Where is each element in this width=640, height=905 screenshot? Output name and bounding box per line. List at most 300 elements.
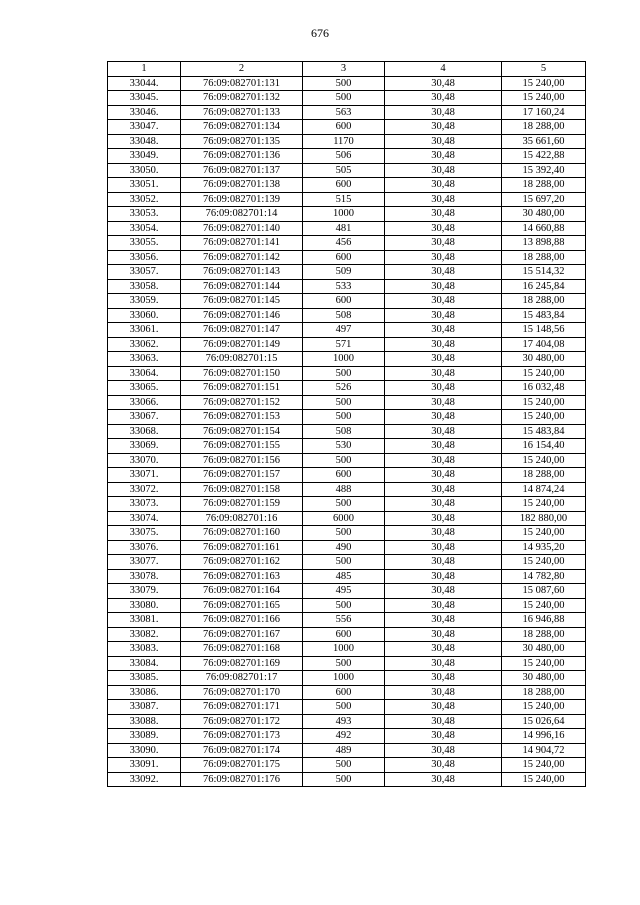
area-cell: 600 <box>303 250 385 265</box>
row-number-cell: 33062. <box>108 337 181 352</box>
rate-cell: 30,48 <box>385 439 502 454</box>
row-number-cell: 33058. <box>108 279 181 294</box>
amount-cell: 18 288,00 <box>502 178 586 193</box>
cadastral-number-cell: 76:09:082701:140 <box>181 221 303 236</box>
table-row <box>108 671 586 686</box>
cadastral-number-cell: 76:09:082701:14 <box>181 207 303 222</box>
amount-cell: 15 240,00 <box>502 366 586 381</box>
row-number-cell: 33049. <box>108 149 181 164</box>
row-number-cell: 33088. <box>108 714 181 729</box>
row-number-cell: 33089. <box>108 729 181 744</box>
cadastral-number-cell: 76:09:082701:144 <box>181 279 303 294</box>
row-number-cell: 33077. <box>108 555 181 570</box>
cadastral-number-cell: 76:09:082701:145 <box>181 294 303 309</box>
cadastral-number-cell: 76:09:082701:142 <box>181 250 303 265</box>
area-cell: 1000 <box>303 671 385 686</box>
amount-cell: 182 880,00 <box>502 511 586 526</box>
amount-cell: 18 288,00 <box>502 294 586 309</box>
table-row <box>108 613 586 628</box>
rate-cell: 30,48 <box>385 294 502 309</box>
area-cell: 485 <box>303 569 385 584</box>
amount-cell: 15 148,56 <box>502 323 586 338</box>
rate-cell: 30,48 <box>385 671 502 686</box>
area-cell: 533 <box>303 279 385 294</box>
rate-cell: 30,48 <box>385 598 502 613</box>
rate-cell: 30,48 <box>385 410 502 425</box>
rate-cell: 30,48 <box>385 207 502 222</box>
cadastral-number-cell: 76:09:082701:135 <box>181 134 303 149</box>
table-row <box>108 439 586 454</box>
amount-cell: 15 240,00 <box>502 598 586 613</box>
cadastral-number-cell: 76:09:082701:161 <box>181 540 303 555</box>
amount-cell: 15 483,84 <box>502 308 586 323</box>
row-number-cell: 33061. <box>108 323 181 338</box>
rate-cell: 30,48 <box>385 729 502 744</box>
row-number-cell: 33046. <box>108 105 181 120</box>
rate-cell: 30,48 <box>385 627 502 642</box>
row-number-cell: 33083. <box>108 642 181 657</box>
amount-cell: 15 087,60 <box>502 584 586 599</box>
table-row <box>108 323 586 338</box>
amount-cell: 30 480,00 <box>502 352 586 367</box>
area-cell: 500 <box>303 91 385 106</box>
area-cell: 500 <box>303 656 385 671</box>
rate-cell: 30,48 <box>385 265 502 280</box>
row-number-cell: 33073. <box>108 497 181 512</box>
rate-cell: 30,48 <box>385 569 502 584</box>
cadastral-number-cell: 76:09:082701:162 <box>181 555 303 570</box>
amount-cell: 18 288,00 <box>502 468 586 483</box>
amount-cell: 18 288,00 <box>502 120 586 135</box>
table-row <box>108 120 586 135</box>
cadastral-number-cell: 76:09:082701:154 <box>181 424 303 439</box>
amount-cell: 15 240,00 <box>502 91 586 106</box>
cadastral-number-cell: 76:09:082701:139 <box>181 192 303 207</box>
row-number-cell: 33090. <box>108 743 181 758</box>
area-cell: 563 <box>303 105 385 120</box>
table-row <box>108 729 586 744</box>
rate-cell: 30,48 <box>385 120 502 135</box>
rate-cell: 30,48 <box>385 743 502 758</box>
column-header-1: 1 <box>108 62 181 77</box>
rate-cell: 30,48 <box>385 511 502 526</box>
amount-cell: 15 240,00 <box>502 700 586 715</box>
row-number-cell: 33055. <box>108 236 181 251</box>
area-cell: 500 <box>303 366 385 381</box>
rate-cell: 30,48 <box>385 279 502 294</box>
cadastral-number-cell: 76:09:082701:174 <box>181 743 303 758</box>
area-cell: 500 <box>303 76 385 91</box>
table-row <box>108 526 586 541</box>
rate-cell: 30,48 <box>385 395 502 410</box>
rate-cell: 30,48 <box>385 758 502 773</box>
rate-cell: 30,48 <box>385 381 502 396</box>
row-number-cell: 33078. <box>108 569 181 584</box>
cadastral-number-cell: 76:09:082701:138 <box>181 178 303 193</box>
area-cell: 456 <box>303 236 385 251</box>
row-number-cell: 33079. <box>108 584 181 599</box>
rate-cell: 30,48 <box>385 497 502 512</box>
area-cell: 500 <box>303 410 385 425</box>
row-number-cell: 33056. <box>108 250 181 265</box>
rate-cell: 30,48 <box>385 714 502 729</box>
amount-cell: 16 154,40 <box>502 439 586 454</box>
table-row <box>108 497 586 512</box>
area-cell: 490 <box>303 540 385 555</box>
amount-cell: 15 240,00 <box>502 395 586 410</box>
cadastral-number-cell: 76:09:082701:134 <box>181 120 303 135</box>
rate-cell: 30,48 <box>385 76 502 91</box>
row-number-cell: 33071. <box>108 468 181 483</box>
area-cell: 495 <box>303 584 385 599</box>
area-cell: 500 <box>303 598 385 613</box>
row-number-cell: 33057. <box>108 265 181 280</box>
row-number-cell: 33066. <box>108 395 181 410</box>
cadastral-number-cell: 76:09:082701:159 <box>181 497 303 512</box>
table-row <box>108 279 586 294</box>
table-row <box>108 366 586 381</box>
amount-cell: 17 160,24 <box>502 105 586 120</box>
cadastral-number-cell: 76:09:082701:152 <box>181 395 303 410</box>
table-row <box>108 265 586 280</box>
table-row <box>108 555 586 570</box>
rate-cell: 30,48 <box>385 482 502 497</box>
table-row <box>108 482 586 497</box>
cadastral-number-cell: 76:09:082701:147 <box>181 323 303 338</box>
row-number-cell: 33072. <box>108 482 181 497</box>
area-cell: 6000 <box>303 511 385 526</box>
rate-cell: 30,48 <box>385 105 502 120</box>
area-cell: 493 <box>303 714 385 729</box>
table-row <box>108 656 586 671</box>
table-row <box>108 642 586 657</box>
row-number-cell: 33064. <box>108 366 181 381</box>
cadastral-number-cell: 76:09:082701:164 <box>181 584 303 599</box>
area-cell: 500 <box>303 395 385 410</box>
area-cell: 500 <box>303 700 385 715</box>
table-row <box>108 207 586 222</box>
cadastral-number-cell: 76:09:082701:146 <box>181 308 303 323</box>
table-row <box>108 685 586 700</box>
row-number-cell: 33080. <box>108 598 181 613</box>
cadastral-number-cell: 76:09:082701:168 <box>181 642 303 657</box>
amount-cell: 30 480,00 <box>502 207 586 222</box>
row-number-cell: 33076. <box>108 540 181 555</box>
amount-cell: 15 240,00 <box>502 555 586 570</box>
cadastral-number-cell: 76:09:082701:172 <box>181 714 303 729</box>
rate-cell: 30,48 <box>385 424 502 439</box>
area-cell: 481 <box>303 221 385 236</box>
rate-cell: 30,48 <box>385 366 502 381</box>
area-cell: 1000 <box>303 352 385 367</box>
rate-cell: 30,48 <box>385 656 502 671</box>
area-cell: 506 <box>303 149 385 164</box>
rate-cell: 30,48 <box>385 352 502 367</box>
table-row <box>108 163 586 178</box>
table-row <box>108 627 586 642</box>
table-row <box>108 772 586 787</box>
cadastral-number-cell: 76:09:082701:157 <box>181 468 303 483</box>
cadastral-number-cell: 76:09:082701:141 <box>181 236 303 251</box>
cadastral-number-cell: 76:09:082701:173 <box>181 729 303 744</box>
area-cell: 600 <box>303 468 385 483</box>
page-number: 676 <box>311 26 329 40</box>
rate-cell: 30,48 <box>385 584 502 599</box>
rate-cell: 30,48 <box>385 453 502 468</box>
row-number-cell: 33092. <box>108 772 181 787</box>
area-cell: 571 <box>303 337 385 352</box>
table-row <box>108 453 586 468</box>
amount-cell: 18 288,00 <box>502 685 586 700</box>
cadastral-number-cell: 76:09:082701:155 <box>181 439 303 454</box>
row-number-cell: 33068. <box>108 424 181 439</box>
amount-cell: 30 480,00 <box>502 671 586 686</box>
area-cell: 515 <box>303 192 385 207</box>
row-number-cell: 33087. <box>108 700 181 715</box>
area-cell: 489 <box>303 743 385 758</box>
amount-cell: 15 240,00 <box>502 758 586 773</box>
row-number-cell: 33067. <box>108 410 181 425</box>
area-cell: 492 <box>303 729 385 744</box>
amount-cell: 15 240,00 <box>502 656 586 671</box>
rate-cell: 30,48 <box>385 308 502 323</box>
rate-cell: 30,48 <box>385 250 502 265</box>
table-row <box>108 714 586 729</box>
amount-cell: 15 240,00 <box>502 526 586 541</box>
cadastral-number-cell: 76:09:082701:163 <box>181 569 303 584</box>
column-header-4: 4 <box>385 62 502 77</box>
amount-cell: 16 245,84 <box>502 279 586 294</box>
cadastral-number-cell: 76:09:082701:137 <box>181 163 303 178</box>
header-row <box>108 62 586 77</box>
data-table <box>107 61 586 787</box>
table-row <box>108 511 586 526</box>
table-row <box>108 105 586 120</box>
table-row <box>108 178 586 193</box>
row-number-cell: 33059. <box>108 294 181 309</box>
cadastral-number-cell: 76:09:082701:17 <box>181 671 303 686</box>
table-row <box>108 134 586 149</box>
cadastral-number-cell: 76:09:082701:16 <box>181 511 303 526</box>
table-body <box>108 76 586 787</box>
table-header <box>108 62 586 77</box>
table-row <box>108 395 586 410</box>
table-row <box>108 337 586 352</box>
row-number-cell: 33085. <box>108 671 181 686</box>
area-cell: 600 <box>303 294 385 309</box>
amount-cell: 35 661,60 <box>502 134 586 149</box>
column-header-5: 5 <box>502 62 586 77</box>
area-cell: 600 <box>303 627 385 642</box>
row-number-cell: 33047. <box>108 120 181 135</box>
area-cell: 556 <box>303 613 385 628</box>
amount-cell: 18 288,00 <box>502 627 586 642</box>
amount-cell: 14 874,24 <box>502 482 586 497</box>
area-cell: 600 <box>303 685 385 700</box>
cadastral-number-cell: 76:09:082701:176 <box>181 772 303 787</box>
table-row <box>108 308 586 323</box>
area-cell: 500 <box>303 555 385 570</box>
column-header-2: 2 <box>181 62 303 77</box>
rate-cell: 30,48 <box>385 91 502 106</box>
row-number-cell: 33081. <box>108 613 181 628</box>
amount-cell: 15 240,00 <box>502 497 586 512</box>
row-number-cell: 33075. <box>108 526 181 541</box>
cadastral-number-cell: 76:09:082701:169 <box>181 656 303 671</box>
rate-cell: 30,48 <box>385 163 502 178</box>
table-row <box>108 569 586 584</box>
amount-cell: 15 392,40 <box>502 163 586 178</box>
cadastral-number-cell: 76:09:082701:132 <box>181 91 303 106</box>
cadastral-number-cell: 76:09:082701:143 <box>181 265 303 280</box>
area-cell: 1170 <box>303 134 385 149</box>
column-header-3: 3 <box>303 62 385 77</box>
area-cell: 600 <box>303 120 385 135</box>
area-cell: 600 <box>303 178 385 193</box>
table-row <box>108 352 586 367</box>
row-number-cell: 33045. <box>108 91 181 106</box>
rate-cell: 30,48 <box>385 613 502 628</box>
area-cell: 488 <box>303 482 385 497</box>
cadastral-number-cell: 76:09:082701:151 <box>181 381 303 396</box>
rate-cell: 30,48 <box>385 642 502 657</box>
table-row <box>108 221 586 236</box>
area-cell: 530 <box>303 439 385 454</box>
row-number-cell: 33054. <box>108 221 181 236</box>
table-row <box>108 149 586 164</box>
row-number-cell: 33052. <box>108 192 181 207</box>
cadastral-number-cell: 76:09:082701:136 <box>181 149 303 164</box>
amount-cell: 18 288,00 <box>502 250 586 265</box>
rate-cell: 30,48 <box>385 337 502 352</box>
area-cell: 1000 <box>303 642 385 657</box>
amount-cell: 13 898,88 <box>502 236 586 251</box>
table-row <box>108 424 586 439</box>
cadastral-number-cell: 76:09:082701:156 <box>181 453 303 468</box>
row-number-cell: 33050. <box>108 163 181 178</box>
row-number-cell: 33070. <box>108 453 181 468</box>
row-number-cell: 33060. <box>108 308 181 323</box>
rate-cell: 30,48 <box>385 526 502 541</box>
cadastral-number-cell: 76:09:082701:166 <box>181 613 303 628</box>
amount-cell: 30 480,00 <box>502 642 586 657</box>
area-cell: 500 <box>303 772 385 787</box>
amount-cell: 14 782,80 <box>502 569 586 584</box>
cadastral-number-cell: 76:09:082701:149 <box>181 337 303 352</box>
rate-cell: 30,48 <box>385 772 502 787</box>
cadastral-number-cell: 76:09:082701:150 <box>181 366 303 381</box>
amount-cell: 14 904,72 <box>502 743 586 758</box>
table-row <box>108 236 586 251</box>
amount-cell: 15 240,00 <box>502 410 586 425</box>
table-row <box>108 540 586 555</box>
rate-cell: 30,48 <box>385 555 502 570</box>
rate-cell: 30,48 <box>385 236 502 251</box>
rate-cell: 30,48 <box>385 540 502 555</box>
table-row <box>108 700 586 715</box>
rate-cell: 30,48 <box>385 700 502 715</box>
area-cell: 526 <box>303 381 385 396</box>
area-cell: 1000 <box>303 207 385 222</box>
table-row <box>108 294 586 309</box>
area-cell: 500 <box>303 497 385 512</box>
rate-cell: 30,48 <box>385 323 502 338</box>
cadastral-number-cell: 76:09:082701:165 <box>181 598 303 613</box>
rate-cell: 30,48 <box>385 685 502 700</box>
table-row <box>108 381 586 396</box>
row-number-cell: 33065. <box>108 381 181 396</box>
rate-cell: 30,48 <box>385 221 502 236</box>
rate-cell: 30,48 <box>385 134 502 149</box>
row-number-cell: 33051. <box>108 178 181 193</box>
amount-cell: 15 514,32 <box>502 265 586 280</box>
area-cell: 500 <box>303 758 385 773</box>
amount-cell: 17 404,08 <box>502 337 586 352</box>
row-number-cell: 33069. <box>108 439 181 454</box>
row-number-cell: 33086. <box>108 685 181 700</box>
table-row <box>108 410 586 425</box>
table-row <box>108 598 586 613</box>
area-cell: 505 <box>303 163 385 178</box>
cadastral-number-cell: 76:09:082701:158 <box>181 482 303 497</box>
amount-cell: 15 422,88 <box>502 149 586 164</box>
table-row <box>108 743 586 758</box>
row-number-cell: 33084. <box>108 656 181 671</box>
cadastral-number-cell: 76:09:082701:133 <box>181 105 303 120</box>
rate-cell: 30,48 <box>385 178 502 193</box>
amount-cell: 14 935,20 <box>502 540 586 555</box>
cadastral-number-cell: 76:09:082701:153 <box>181 410 303 425</box>
amount-cell: 15 026,64 <box>502 714 586 729</box>
amount-cell: 14 996,16 <box>502 729 586 744</box>
table-row <box>108 584 586 599</box>
table-row <box>108 91 586 106</box>
amount-cell: 15 240,00 <box>502 772 586 787</box>
table-row <box>108 76 586 91</box>
cadastral-number-cell: 76:09:082701:131 <box>181 76 303 91</box>
table-row <box>108 758 586 773</box>
row-number-cell: 33082. <box>108 627 181 642</box>
row-number-cell: 33053. <box>108 207 181 222</box>
rate-cell: 30,48 <box>385 192 502 207</box>
area-cell: 508 <box>303 308 385 323</box>
cadastral-number-cell: 76:09:082701:160 <box>181 526 303 541</box>
area-cell: 508 <box>303 424 385 439</box>
row-number-cell: 33074. <box>108 511 181 526</box>
amount-cell: 16 946,88 <box>502 613 586 628</box>
area-cell: 500 <box>303 526 385 541</box>
table-row <box>108 468 586 483</box>
cadastral-number-cell: 76:09:082701:15 <box>181 352 303 367</box>
area-cell: 497 <box>303 323 385 338</box>
cadastral-number-cell: 76:09:082701:167 <box>181 627 303 642</box>
area-cell: 500 <box>303 453 385 468</box>
area-cell: 509 <box>303 265 385 280</box>
rate-cell: 30,48 <box>385 468 502 483</box>
row-number-cell: 33044. <box>108 76 181 91</box>
amount-cell: 14 660,88 <box>502 221 586 236</box>
row-number-cell: 33063. <box>108 352 181 367</box>
amount-cell: 16 032,48 <box>502 381 586 396</box>
table-row <box>108 192 586 207</box>
row-number-cell: 33091. <box>108 758 181 773</box>
amount-cell: 15 483,84 <box>502 424 586 439</box>
table-row <box>108 250 586 265</box>
row-number-cell: 33048. <box>108 134 181 149</box>
cadastral-number-cell: 76:09:082701:170 <box>181 685 303 700</box>
amount-cell: 15 697,20 <box>502 192 586 207</box>
amount-cell: 15 240,00 <box>502 76 586 91</box>
